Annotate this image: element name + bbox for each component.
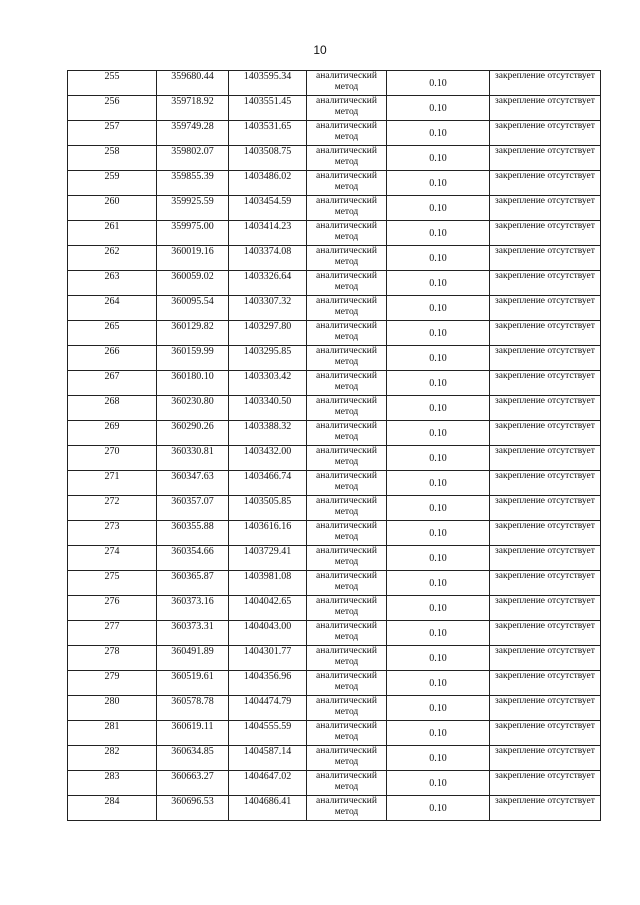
fixation-cell: закрепление отсутствует xyxy=(490,196,601,221)
accuracy-cell: 0.10 xyxy=(387,646,490,671)
coordinate-x-cell: 359925.59 xyxy=(157,196,229,221)
coordinate-y-cell: 1404587.14 xyxy=(229,746,307,771)
accuracy-cell: 0.10 xyxy=(387,571,490,596)
fixation-cell: закрепление отсутствует xyxy=(490,671,601,696)
table-row xyxy=(68,371,601,396)
table-row xyxy=(68,171,601,196)
point-number-cell: 266 xyxy=(68,346,157,371)
accuracy-cell: 0.10 xyxy=(387,471,490,496)
coordinate-y-cell: 1404647.02 xyxy=(229,771,307,796)
table-row xyxy=(68,121,601,146)
accuracy-cell: 0.10 xyxy=(387,671,490,696)
coordinate-x-cell: 360159.99 xyxy=(157,346,229,371)
coordinate-y-cell: 1403505.85 xyxy=(229,496,307,521)
coordinate-y-cell: 1403374.08 xyxy=(229,246,307,271)
coordinate-y-cell: 1403551.45 xyxy=(229,96,307,121)
table-row xyxy=(68,571,601,596)
coordinate-y-cell: 1404356.96 xyxy=(229,671,307,696)
method-cell: аналитический метод xyxy=(307,521,387,546)
table-row xyxy=(68,471,601,496)
coordinate-y-cell: 1403388.32 xyxy=(229,421,307,446)
point-number-cell: 262 xyxy=(68,246,157,271)
coordinate-y-cell: 1403295.85 xyxy=(229,346,307,371)
coordinate-x-cell: 360095.54 xyxy=(157,296,229,321)
table-row xyxy=(68,221,601,246)
coordinate-y-cell: 1403307.32 xyxy=(229,296,307,321)
coordinate-y-cell: 1403508.75 xyxy=(229,146,307,171)
fixation-cell: закрепление отсутствует xyxy=(490,721,601,746)
coordinate-y-cell: 1404555.59 xyxy=(229,721,307,746)
method-cell: аналитический метод xyxy=(307,746,387,771)
accuracy-cell: 0.10 xyxy=(387,796,490,821)
table-row xyxy=(68,246,601,271)
coordinate-y-cell: 1403595.34 xyxy=(229,71,307,96)
table-row xyxy=(68,671,601,696)
fixation-cell: закрепление отсутствует xyxy=(490,246,601,271)
point-number-cell: 267 xyxy=(68,371,157,396)
table-row xyxy=(68,521,601,546)
fixation-cell: закрепление отсутствует xyxy=(490,371,601,396)
coordinates-table-body xyxy=(68,71,601,821)
point-number-cell: 265 xyxy=(68,321,157,346)
coordinate-y-cell: 1403297.80 xyxy=(229,321,307,346)
table-row xyxy=(68,646,601,671)
coordinate-x-cell: 360059.02 xyxy=(157,271,229,296)
coordinate-y-cell: 1403326.64 xyxy=(229,271,307,296)
point-number-cell: 276 xyxy=(68,596,157,621)
table-row xyxy=(68,596,601,621)
coordinate-x-cell: 360355.88 xyxy=(157,521,229,546)
coordinate-y-cell: 1404301.77 xyxy=(229,646,307,671)
method-cell: аналитический метод xyxy=(307,171,387,196)
point-number-cell: 279 xyxy=(68,671,157,696)
coordinate-y-cell: 1403729.41 xyxy=(229,546,307,571)
point-number-cell: 258 xyxy=(68,146,157,171)
accuracy-cell: 0.10 xyxy=(387,271,490,296)
method-cell: аналитический метод xyxy=(307,371,387,396)
table-row xyxy=(68,296,601,321)
coordinate-y-cell: 1404043.00 xyxy=(229,621,307,646)
point-number-cell: 256 xyxy=(68,96,157,121)
fixation-cell: закрепление отсутствует xyxy=(490,221,601,246)
coordinate-y-cell: 1403303.42 xyxy=(229,371,307,396)
coordinate-y-cell: 1403486.02 xyxy=(229,171,307,196)
fixation-cell: закрепление отсутствует xyxy=(490,146,601,171)
point-number-cell: 260 xyxy=(68,196,157,221)
accuracy-cell: 0.10 xyxy=(387,696,490,721)
fixation-cell: закрепление отсутствует xyxy=(490,421,601,446)
coordinate-x-cell: 360619.11 xyxy=(157,721,229,746)
method-cell: аналитический метод xyxy=(307,196,387,221)
method-cell: аналитический метод xyxy=(307,446,387,471)
point-number-cell: 259 xyxy=(68,171,157,196)
accuracy-cell: 0.10 xyxy=(387,221,490,246)
method-cell: аналитический метод xyxy=(307,121,387,146)
accuracy-cell: 0.10 xyxy=(387,96,490,121)
table-row xyxy=(68,771,601,796)
point-number-cell: 283 xyxy=(68,771,157,796)
coordinate-y-cell: 1403414.23 xyxy=(229,221,307,246)
coordinate-y-cell: 1404686.41 xyxy=(229,796,307,821)
coordinate-x-cell: 360663.27 xyxy=(157,771,229,796)
fixation-cell: закрепление отсутствует xyxy=(490,271,601,296)
fixation-cell: закрепление отсутствует xyxy=(490,321,601,346)
method-cell: аналитический метод xyxy=(307,471,387,496)
accuracy-cell: 0.10 xyxy=(387,446,490,471)
point-number-cell: 268 xyxy=(68,396,157,421)
fixation-cell: закрепление отсутствует xyxy=(490,296,601,321)
accuracy-cell: 0.10 xyxy=(387,421,490,446)
fixation-cell: закрепление отсутствует xyxy=(490,521,601,546)
table-row xyxy=(68,346,601,371)
accuracy-cell: 0.10 xyxy=(387,171,490,196)
table-row xyxy=(68,746,601,771)
coordinate-x-cell: 359680.44 xyxy=(157,71,229,96)
fixation-cell: закрепление отсутствует xyxy=(490,621,601,646)
method-cell: аналитический метод xyxy=(307,596,387,621)
fixation-cell: закрепление отсутствует xyxy=(490,646,601,671)
fixation-cell: закрепление отсутствует xyxy=(490,96,601,121)
coordinate-x-cell: 360373.16 xyxy=(157,596,229,621)
coordinate-x-cell: 360347.63 xyxy=(157,471,229,496)
table-row xyxy=(68,421,601,446)
table-row xyxy=(68,321,601,346)
coordinate-x-cell: 360330.81 xyxy=(157,446,229,471)
method-cell: аналитический метод xyxy=(307,71,387,96)
coordinate-y-cell: 1403531.65 xyxy=(229,121,307,146)
coordinate-y-cell: 1404474.79 xyxy=(229,696,307,721)
method-cell: аналитический метод xyxy=(307,221,387,246)
fixation-cell: закрепление отсутствует xyxy=(490,596,601,621)
coordinate-x-cell: 359718.92 xyxy=(157,96,229,121)
coordinate-x-cell: 360230.80 xyxy=(157,396,229,421)
method-cell: аналитический метод xyxy=(307,571,387,596)
table-row xyxy=(68,546,601,571)
method-cell: аналитический метод xyxy=(307,771,387,796)
accuracy-cell: 0.10 xyxy=(387,371,490,396)
fixation-cell: закрепление отсутствует xyxy=(490,171,601,196)
point-number-cell: 272 xyxy=(68,496,157,521)
method-cell: аналитический метод xyxy=(307,271,387,296)
point-number-cell: 282 xyxy=(68,746,157,771)
accuracy-cell: 0.10 xyxy=(387,296,490,321)
coordinate-x-cell: 359855.39 xyxy=(157,171,229,196)
point-number-cell: 257 xyxy=(68,121,157,146)
method-cell: аналитический метод xyxy=(307,296,387,321)
method-cell: аналитический метод xyxy=(307,421,387,446)
coordinate-x-cell: 360180.10 xyxy=(157,371,229,396)
method-cell: аналитический метод xyxy=(307,671,387,696)
table-row xyxy=(68,96,601,121)
accuracy-cell: 0.10 xyxy=(387,621,490,646)
accuracy-cell: 0.10 xyxy=(387,246,490,271)
method-cell: аналитический метод xyxy=(307,246,387,271)
accuracy-cell: 0.10 xyxy=(387,746,490,771)
accuracy-cell: 0.10 xyxy=(387,521,490,546)
table-row xyxy=(68,271,601,296)
fixation-cell: закрепление отсутствует xyxy=(490,121,601,146)
accuracy-cell: 0.10 xyxy=(387,71,490,96)
coordinate-y-cell: 1403466.74 xyxy=(229,471,307,496)
coordinate-x-cell: 359975.00 xyxy=(157,221,229,246)
method-cell: аналитический метод xyxy=(307,696,387,721)
point-number-cell: 264 xyxy=(68,296,157,321)
table-row xyxy=(68,696,601,721)
coordinate-x-cell: 360354.66 xyxy=(157,546,229,571)
coordinate-y-cell: 1403454.59 xyxy=(229,196,307,221)
table-row xyxy=(68,71,601,96)
coordinate-x-cell: 359749.28 xyxy=(157,121,229,146)
point-number-cell: 255 xyxy=(68,71,157,96)
coordinate-x-cell: 360519.61 xyxy=(157,671,229,696)
coordinate-y-cell: 1404042.65 xyxy=(229,596,307,621)
fixation-cell: закрепление отсутствует xyxy=(490,346,601,371)
point-number-cell: 274 xyxy=(68,546,157,571)
point-number-cell: 270 xyxy=(68,446,157,471)
table-row xyxy=(68,396,601,421)
coordinate-y-cell: 1403981.08 xyxy=(229,571,307,596)
table-row xyxy=(68,496,601,521)
coordinate-x-cell: 360373.31 xyxy=(157,621,229,646)
method-cell: аналитический метод xyxy=(307,646,387,671)
method-cell: аналитический метод xyxy=(307,721,387,746)
table-row xyxy=(68,196,601,221)
point-number-cell: 277 xyxy=(68,621,157,646)
coordinate-x-cell: 360365.87 xyxy=(157,571,229,596)
method-cell: аналитический метод xyxy=(307,546,387,571)
fixation-cell: закрепление отсутствует xyxy=(490,546,601,571)
coordinate-y-cell: 1403616.16 xyxy=(229,521,307,546)
fixation-cell: закрепление отсутствует xyxy=(490,746,601,771)
point-number-cell: 261 xyxy=(68,221,157,246)
table-row xyxy=(68,621,601,646)
method-cell: аналитический метод xyxy=(307,396,387,421)
fixation-cell: закрепление отсутствует xyxy=(490,496,601,521)
coordinate-y-cell: 1403340.50 xyxy=(229,396,307,421)
coordinate-x-cell: 360491.89 xyxy=(157,646,229,671)
point-number-cell: 284 xyxy=(68,796,157,821)
page-number: 10 xyxy=(313,43,327,57)
coordinate-y-cell: 1403432.00 xyxy=(229,446,307,471)
fixation-cell: закрепление отсутствует xyxy=(490,396,601,421)
fixation-cell: закрепление отсутствует xyxy=(490,571,601,596)
accuracy-cell: 0.10 xyxy=(387,146,490,171)
table-row xyxy=(68,796,601,821)
coordinate-x-cell: 360634.85 xyxy=(157,746,229,771)
accuracy-cell: 0.10 xyxy=(387,496,490,521)
fixation-cell: закрепление отсутствует xyxy=(490,771,601,796)
point-number-cell: 273 xyxy=(68,521,157,546)
coordinate-x-cell: 360019.16 xyxy=(157,246,229,271)
accuracy-cell: 0.10 xyxy=(387,196,490,221)
point-number-cell: 278 xyxy=(68,646,157,671)
accuracy-cell: 0.10 xyxy=(387,121,490,146)
accuracy-cell: 0.10 xyxy=(387,321,490,346)
table-row xyxy=(68,446,601,471)
fixation-cell: закрепление отсутствует xyxy=(490,796,601,821)
method-cell: аналитический метод xyxy=(307,621,387,646)
coordinate-x-cell: 359802.07 xyxy=(157,146,229,171)
coordinate-x-cell: 360578.78 xyxy=(157,696,229,721)
method-cell: аналитический метод xyxy=(307,96,387,121)
coordinates-table xyxy=(67,70,601,821)
coordinate-x-cell: 360290.26 xyxy=(157,421,229,446)
fixation-cell: закрепление отсутствует xyxy=(490,471,601,496)
point-number-cell: 280 xyxy=(68,696,157,721)
point-number-cell: 281 xyxy=(68,721,157,746)
point-number-cell: 269 xyxy=(68,421,157,446)
fixation-cell: закрепление отсутствует xyxy=(490,696,601,721)
method-cell: аналитический метод xyxy=(307,146,387,171)
point-number-cell: 275 xyxy=(68,571,157,596)
method-cell: аналитический метод xyxy=(307,321,387,346)
method-cell: аналитический метод xyxy=(307,496,387,521)
accuracy-cell: 0.10 xyxy=(387,546,490,571)
coordinate-x-cell: 360129.82 xyxy=(157,321,229,346)
accuracy-cell: 0.10 xyxy=(387,721,490,746)
accuracy-cell: 0.10 xyxy=(387,346,490,371)
point-number-cell: 271 xyxy=(68,471,157,496)
accuracy-cell: 0.10 xyxy=(387,771,490,796)
coordinate-x-cell: 360357.07 xyxy=(157,496,229,521)
accuracy-cell: 0.10 xyxy=(387,596,490,621)
coordinate-x-cell: 360696.53 xyxy=(157,796,229,821)
fixation-cell: закрепление отсутствует xyxy=(490,446,601,471)
method-cell: аналитический метод xyxy=(307,346,387,371)
method-cell: аналитический метод xyxy=(307,796,387,821)
accuracy-cell: 0.10 xyxy=(387,396,490,421)
point-number-cell: 263 xyxy=(68,271,157,296)
table-row xyxy=(68,146,601,171)
table-row xyxy=(68,721,601,746)
fixation-cell: закрепление отсутствует xyxy=(490,71,601,96)
